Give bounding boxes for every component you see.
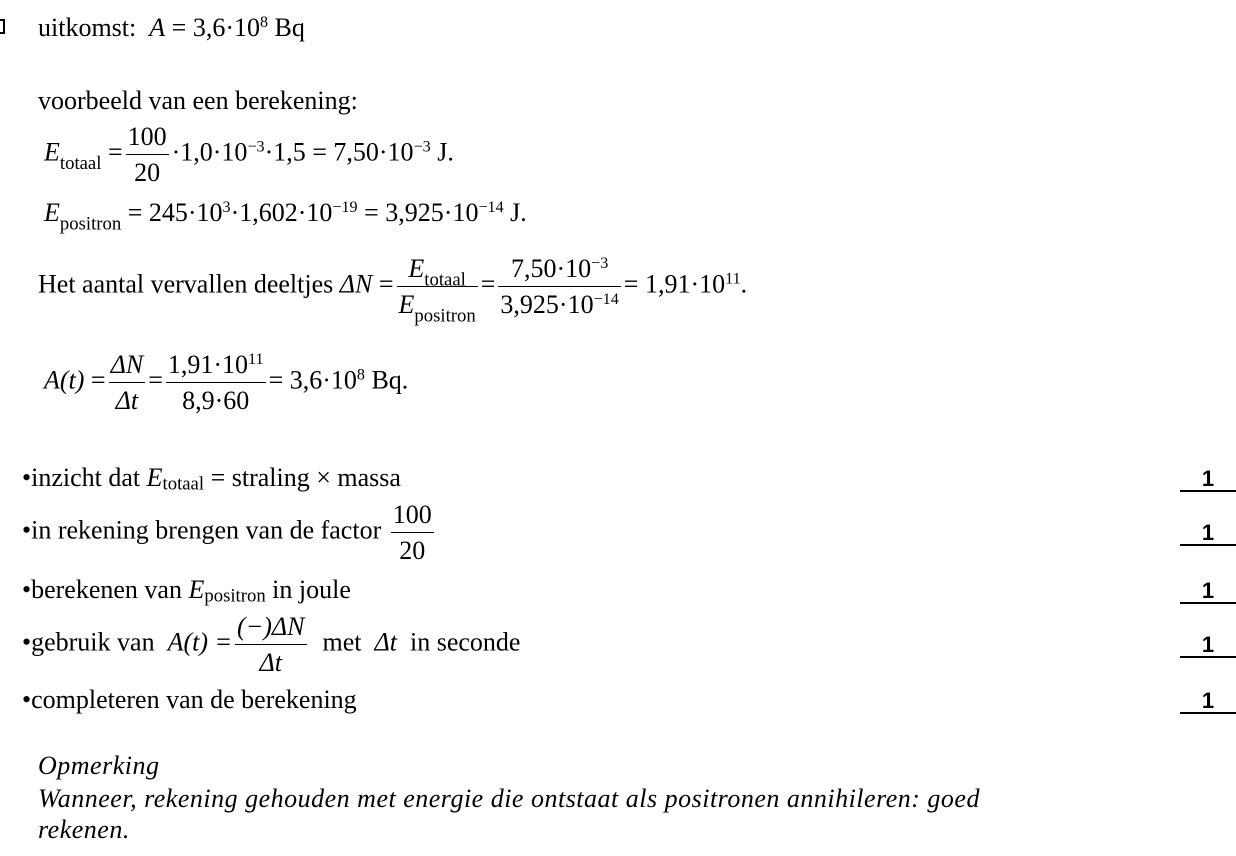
answer-unit: Bq [274,13,305,42]
example-intro: voorbeeld van een berekening: [38,86,358,115]
eq-text: = 3,6·10 [268,365,357,395]
criterion-text: in joule [265,575,351,604]
criterion-text: in seconde [403,627,521,657]
answer-line: uitkomst: $A = 3,6\cdot 10^8$ Bq [38,13,305,42]
eq-text: 7,50·10 [510,254,592,283]
equation-e-positron [44,198,527,235]
criterion-item [22,575,351,605]
eq-tail: J. [430,137,454,167]
fraction-denominator: 20 [134,158,161,188]
criterion-text: gebruik van [31,627,162,657]
criterion-text: = straling × massa [204,463,401,492]
fraction-numerator: 100 [391,500,434,533]
e-symbol: E [146,463,163,492]
equation-activity: A(t) = $\frac{\Delta N}{\Delta t}$ = $\frac{1,91\cdot 10^{11}}{8,9\cdot 60}$ = $3,6\cdot 10^8$ Bq. [44,350,409,416]
eq-exponent: −19 [332,199,358,217]
fraction-denominator: Δt [259,648,283,678]
eq-exponent: −14 [593,291,619,309]
fraction-denominator [498,287,620,319]
criterion-text: inzicht dat [31,463,147,492]
eq-exponent: 11 [248,351,264,369]
fraction-numerator [397,254,478,291]
criterion-score: 1 [1180,468,1236,492]
value-fraction [166,350,266,415]
e-subscript: totaal [162,473,205,495]
bullet-marker: • [22,463,32,492]
factor-fraction [126,122,169,187]
bullet-marker: • [22,627,32,657]
factor-fraction [391,500,434,565]
e-subscript: positron [204,585,266,607]
energy-ratio-fraction [397,254,478,327]
criterion-score: 1 [1180,690,1236,714]
delta-n-text: Het aantal vervallen deeltjes [38,269,334,299]
fraction-numerator: (−)ΔN [235,612,306,645]
e-subscript: totaal [59,153,102,174]
eq-exponent: −3 [413,138,431,156]
eq-text: 1,91·10 [167,350,249,379]
eq-exponent: −14 [478,199,504,217]
eq-exponent: −3 [247,138,265,156]
fraction-denominator: Δt [115,386,139,416]
e-symbol: E [44,137,60,167]
fraction-denominator: 20 [399,536,426,566]
bullet-marker: • [22,575,32,604]
delta-n-symbol: ΔN [339,269,373,299]
eq-tail: . [740,269,748,299]
fraction-numerator [498,254,620,287]
bullet-marker: • [22,515,32,545]
criterion-text: completeren van de berekening [31,685,357,714]
criterion-score: 1 [1180,634,1236,658]
activity-symbol: A(t) = [167,627,233,657]
bullet-marker: • [22,685,32,714]
e-symbol: E [188,575,205,604]
e-symbol: E [408,254,425,283]
remark-text: Wanneer, rekening gehouden met energie die ontstaat als positronen annihileren: goed [38,784,980,813]
fraction-denominator: 8,9·60 [182,386,250,416]
delta-t-symbol: Δt [374,627,397,657]
equation-delta-n: Het aantal vervallen deeltjes ΔN = $\frac{E_{totaal}}{E_{positron}}$ = $\frac{7,50\cdot 10^{-3}}{3,925\cdot 10^{-14}}$ = $1,91\cdot 10^{11}$. [38,254,748,327]
criterion-item [22,685,357,715]
value-ratio-fraction [498,254,620,319]
eq-tail: Bq. [364,365,409,395]
eq-text: ·1,0·10 [171,137,248,167]
criterion-text: met [316,627,369,657]
eq-text: ·1,5 = 7,50·10 [264,137,414,167]
remark-title: Opmerking [38,751,160,780]
activity-symbol: A(t) [44,365,85,395]
criterion-score: 1 [1180,522,1236,546]
eq-exponent: 11 [725,270,741,288]
eq-text: ·1,602·10 [230,198,333,227]
e-symbol: E [44,198,60,227]
eq-text: = 245·10 [127,198,223,227]
fraction-numerator: 100 [126,122,169,155]
e-symbol: E [398,290,415,320]
answer-mantissa: 3,6 [192,13,226,42]
e-subscript: totaal [424,269,466,291]
criterion-item [22,612,520,677]
criterion-item [22,463,401,493]
eq-text: = 3,925·10 [364,198,479,227]
eq-exponent: −3 [591,255,609,273]
fraction-numerator [166,350,266,383]
answer-label: uitkomst: [38,13,137,42]
criterion-score: 1 [1180,580,1236,604]
delta-fraction [235,612,306,677]
criterion-item [22,500,437,565]
eq-exponent: 3 [222,199,231,217]
fraction-denominator [397,287,478,327]
eq-text: 3,925·10 [500,290,594,320]
eq-exponent: 8 [356,366,365,384]
criterion-text: in rekening brengen van de factor [31,515,388,545]
remark-text: rekenen. [38,815,130,844]
e-subscript: positron [414,305,476,327]
fraction-numerator: ΔN [109,350,146,383]
answer-exponent: 8 [259,14,269,32]
delta-fraction [109,350,146,415]
e-subscript: positron [59,213,122,235]
answer-symbol: A [149,13,166,42]
eq-tail: J. [503,198,527,227]
equation-e-totaal: $E_{totaal}$ = $\frac{100}{20}$ $\cdot 1,0\cdot 10^{-3}\cdot 1,5 = 7,50\cdot 10^{-3}$ J. [44,122,454,188]
criterion-text: berekenen van [31,575,189,604]
answer-checkbox[interactable] [0,19,5,34]
eq-text: = 1,91·10 [623,269,726,299]
